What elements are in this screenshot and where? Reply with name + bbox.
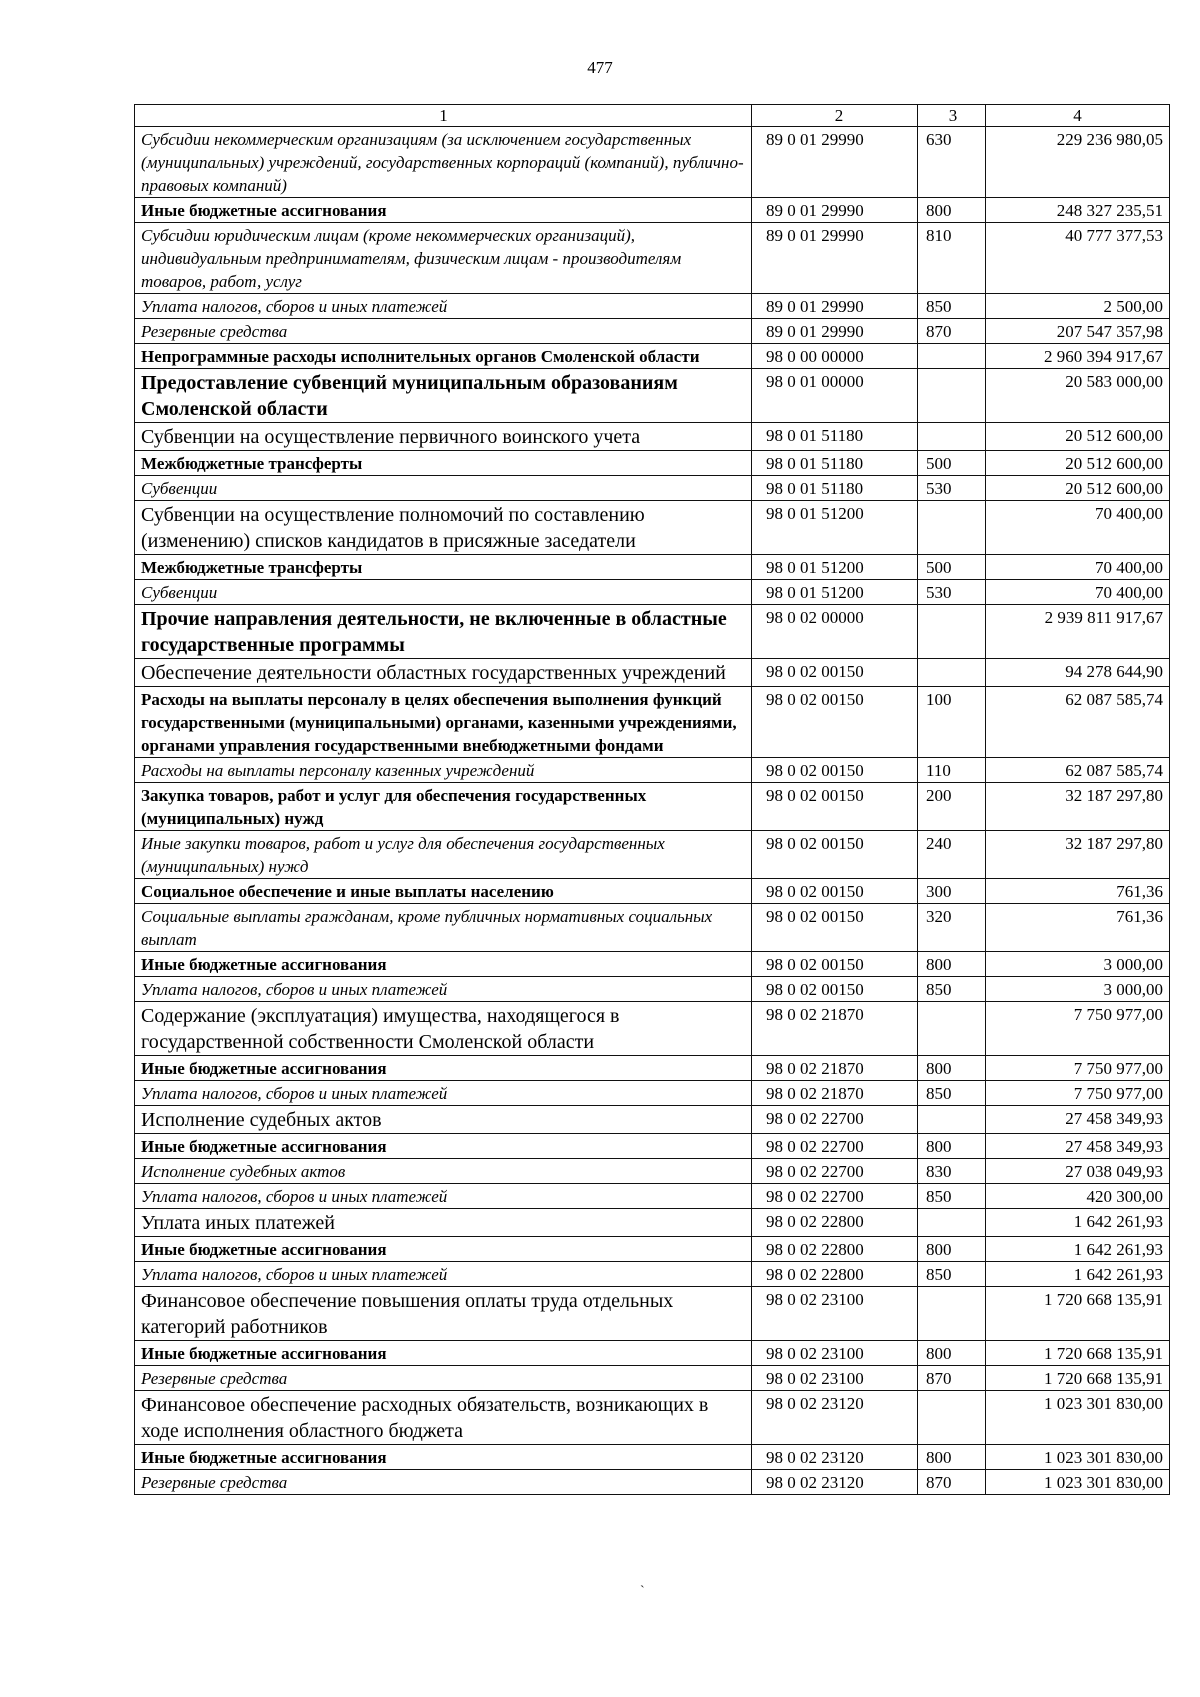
table-row	[135, 1056, 1170, 1081]
row-name: Финансовое обеспечение расходных обязательств, возникающих в ходе исполнения областного бюджета	[135, 1391, 752, 1445]
row-type: 530	[918, 476, 986, 501]
table-row	[135, 198, 1170, 223]
row-type	[918, 423, 986, 451]
row-name: Резервные средства	[135, 319, 752, 344]
row-name: Иные бюджетные ассигнования	[135, 1237, 752, 1262]
row-code: 98 0 02 00150	[752, 758, 918, 783]
row-amount: 70 400,00	[986, 555, 1170, 580]
row-code: 89 0 01 29990	[752, 223, 918, 294]
row-type: 500	[918, 451, 986, 476]
column-header-amount: 4	[986, 105, 1170, 127]
row-type: 320	[918, 904, 986, 952]
table-row	[135, 580, 1170, 605]
row-name: Иные закупки товаров, работ и услуг для обеспечения государственных (муниципальных) нужд	[135, 831, 752, 879]
row-name: Уплата налогов, сборов и иных платежей	[135, 294, 752, 319]
row-name: Социальное обеспечение и иные выплаты населению	[135, 879, 752, 904]
row-amount: 7 750 977,00	[986, 1081, 1170, 1106]
table-row	[135, 451, 1170, 476]
row-type: 530	[918, 580, 986, 605]
table-row	[135, 294, 1170, 319]
row-amount: 94 278 644,90	[986, 659, 1170, 687]
row-amount: 207 547 357,98	[986, 319, 1170, 344]
row-name: Субвенции	[135, 476, 752, 501]
row-code: 98 0 02 00150	[752, 687, 918, 758]
row-name: Межбюджетные трансферты	[135, 555, 752, 580]
row-code: 98 0 02 22800	[752, 1262, 918, 1287]
row-code: 98 0 02 23100	[752, 1341, 918, 1366]
row-type: 800	[918, 1134, 986, 1159]
row-name: Расходы на выплаты персоналу в целях обеспечения выполнения функций государственными (муниципальными) органами, казенными учреждениями, органами управления государственными внебюджетными фондами	[135, 687, 752, 758]
row-type	[918, 369, 986, 423]
row-type	[918, 659, 986, 687]
row-type	[918, 1209, 986, 1237]
row-type: 100	[918, 687, 986, 758]
row-type: 830	[918, 1159, 986, 1184]
table-row	[135, 1445, 1170, 1470]
row-name: Иные бюджетные ассигнования	[135, 1445, 752, 1470]
row-amount: 20 512 600,00	[986, 423, 1170, 451]
row-name: Расходы на выплаты персоналу казенных учреждений	[135, 758, 752, 783]
row-amount: 27 038 049,93	[986, 1159, 1170, 1184]
table-row	[135, 423, 1170, 451]
row-code: 98 0 01 51180	[752, 423, 918, 451]
row-name: Исполнение судебных актов	[135, 1159, 752, 1184]
table-row	[135, 783, 1170, 831]
row-amount: 1 720 668 135,91	[986, 1366, 1170, 1391]
row-amount: 70 400,00	[986, 501, 1170, 555]
row-name: Финансовое обеспечение повышения оплаты труда отдельных категорий работников	[135, 1287, 752, 1341]
row-code: 89 0 01 29990	[752, 319, 918, 344]
row-amount: 1 023 301 830,00	[986, 1470, 1170, 1495]
row-code: 98 0 02 00150	[752, 831, 918, 879]
row-name: Закупка товаров, работ и услуг для обеспечения государственных (муниципальных) нужд	[135, 783, 752, 831]
row-amount: 1 023 301 830,00	[986, 1391, 1170, 1445]
row-amount: 40 777 377,53	[986, 223, 1170, 294]
table-row	[135, 1391, 1170, 1445]
row-amount: 2 939 811 917,67	[986, 605, 1170, 659]
row-type	[918, 1391, 986, 1445]
row-name: Уплата налогов, сборов и иных платежей	[135, 1184, 752, 1209]
row-code: 98 0 02 00150	[752, 977, 918, 1002]
table-row	[135, 127, 1170, 198]
row-code: 98 0 02 00150	[752, 904, 918, 952]
row-type: 300	[918, 879, 986, 904]
column-header-type: 3	[918, 105, 986, 127]
table-row	[135, 501, 1170, 555]
row-name: Иные бюджетные ассигнования	[135, 198, 752, 223]
table-row	[135, 879, 1170, 904]
table-row	[135, 319, 1170, 344]
row-name: Исполнение судебных актов	[135, 1106, 752, 1134]
table-row	[135, 1106, 1170, 1134]
row-code: 98 0 02 22700	[752, 1134, 918, 1159]
row-type	[918, 1002, 986, 1056]
row-code: 98 0 01 51200	[752, 580, 918, 605]
table-row	[135, 977, 1170, 1002]
row-code: 89 0 01 29990	[752, 127, 918, 198]
table-row	[135, 1287, 1170, 1341]
row-name: Субвенции на осуществление полномочий по составлению (изменению) списков кандидатов в присяжные заседатели	[135, 501, 752, 555]
row-amount: 1 642 261,93	[986, 1237, 1170, 1262]
row-type: 800	[918, 1341, 986, 1366]
row-name: Субвенции	[135, 580, 752, 605]
row-code: 98 0 02 00000	[752, 605, 918, 659]
row-code: 98 0 02 00150	[752, 952, 918, 977]
table-row	[135, 555, 1170, 580]
row-name: Непрограммные расходы исполнительных органов Смоленской области	[135, 344, 752, 369]
row-amount: 1 720 668 135,91	[986, 1287, 1170, 1341]
row-code: 98 0 02 23100	[752, 1366, 918, 1391]
row-code: 98 0 02 00150	[752, 783, 918, 831]
table-row	[135, 1470, 1170, 1495]
row-amount: 229 236 980,05	[986, 127, 1170, 198]
row-amount: 2 500,00	[986, 294, 1170, 319]
row-type: 630	[918, 127, 986, 198]
row-code: 98 0 02 23120	[752, 1470, 918, 1495]
row-type	[918, 1287, 986, 1341]
row-type: 870	[918, 1470, 986, 1495]
row-code: 98 0 00 00000	[752, 344, 918, 369]
row-code: 98 0 02 23100	[752, 1287, 918, 1341]
row-amount: 1 023 301 830,00	[986, 1445, 1170, 1470]
row-code: 98 0 02 22700	[752, 1159, 918, 1184]
row-code: 98 0 02 22800	[752, 1209, 918, 1237]
column-header-name: 1	[135, 105, 752, 127]
row-name: Иные бюджетные ассигнования	[135, 1341, 752, 1366]
table-row	[135, 904, 1170, 952]
table-row	[135, 476, 1170, 501]
row-type	[918, 344, 986, 369]
row-type	[918, 605, 986, 659]
row-amount: 62 087 585,74	[986, 758, 1170, 783]
row-name: Прочие направления деятельности, не включенные в областные государственные программы	[135, 605, 752, 659]
table-row	[135, 1209, 1170, 1237]
row-type: 850	[918, 1184, 986, 1209]
row-code: 98 0 02 22700	[752, 1106, 918, 1134]
row-type: 200	[918, 783, 986, 831]
table-row	[135, 758, 1170, 783]
table-row	[135, 952, 1170, 977]
table-row	[135, 1134, 1170, 1159]
row-name: Уплата иных платежей	[135, 1209, 752, 1237]
row-amount: 1 720 668 135,91	[986, 1341, 1170, 1366]
row-code: 98 0 02 22700	[752, 1184, 918, 1209]
row-name: Межбюджетные трансферты	[135, 451, 752, 476]
table-row	[135, 1262, 1170, 1287]
row-amount: 761,36	[986, 904, 1170, 952]
row-type: 870	[918, 1366, 986, 1391]
row-name: Субсидии некоммерческим организациям (за исключением государственных (муниципальных) учреждений, государственных корпораций (компаний), публично-правовых компаний)	[135, 127, 752, 198]
row-amount: 7 750 977,00	[986, 1002, 1170, 1056]
row-type: 850	[918, 1081, 986, 1106]
row-name: Субвенции на осуществление первичного воинского учета	[135, 423, 752, 451]
row-code: 98 0 02 23120	[752, 1445, 918, 1470]
row-amount: 1 642 261,93	[986, 1209, 1170, 1237]
row-name: Предоставление субвенций муниципальным образованиям Смоленской области	[135, 369, 752, 423]
row-code: 98 0 01 51200	[752, 555, 918, 580]
scan-speck: ˴	[640, 1578, 645, 1593]
row-code: 98 0 02 00150	[752, 879, 918, 904]
row-code: 98 0 01 51200	[752, 501, 918, 555]
row-type: 850	[918, 1262, 986, 1287]
row-code: 98 0 02 21870	[752, 1002, 918, 1056]
row-name: Уплата налогов, сборов и иных платежей	[135, 977, 752, 1002]
row-amount: 62 087 585,74	[986, 687, 1170, 758]
row-name: Содержание (эксплуатация) имущества, находящегося в государственной собственности Смоленской области	[135, 1002, 752, 1056]
table-row	[135, 1341, 1170, 1366]
row-amount: 20 512 600,00	[986, 451, 1170, 476]
row-amount: 3 000,00	[986, 977, 1170, 1002]
row-type: 800	[918, 1445, 986, 1470]
row-amount: 248 327 235,51	[986, 198, 1170, 223]
row-amount: 27 458 349,93	[986, 1134, 1170, 1159]
row-amount: 27 458 349,93	[986, 1106, 1170, 1134]
row-type	[918, 1106, 986, 1134]
table-row	[135, 369, 1170, 423]
row-type: 810	[918, 223, 986, 294]
table-row	[135, 1366, 1170, 1391]
row-type: 500	[918, 555, 986, 580]
table-row	[135, 344, 1170, 369]
row-name: Социальные выплаты гражданам, кроме публичных нормативных социальных выплат	[135, 904, 752, 952]
table-row	[135, 687, 1170, 758]
row-amount: 2 960 394 917,67	[986, 344, 1170, 369]
row-name: Уплата налогов, сборов и иных платежей	[135, 1081, 752, 1106]
row-code: 89 0 01 29990	[752, 294, 918, 319]
row-code: 98 0 02 22800	[752, 1237, 918, 1262]
row-type: 850	[918, 977, 986, 1002]
row-name: Резервные средства	[135, 1470, 752, 1495]
row-code: 98 0 02 00150	[752, 659, 918, 687]
row-name: Обеспечение деятельности областных государственных учреждений	[135, 659, 752, 687]
row-name: Иные бюджетные ассигнования	[135, 952, 752, 977]
row-type	[918, 501, 986, 555]
table-row	[135, 1002, 1170, 1056]
table-row	[135, 659, 1170, 687]
row-amount: 420 300,00	[986, 1184, 1170, 1209]
row-amount: 32 187 297,80	[986, 831, 1170, 879]
table-row	[135, 1237, 1170, 1262]
column-header-code: 2	[752, 105, 918, 127]
row-type: 800	[918, 1237, 986, 1262]
row-type: 110	[918, 758, 986, 783]
budget-table	[134, 104, 1170, 1495]
row-type: 800	[918, 198, 986, 223]
row-amount: 20 512 600,00	[986, 476, 1170, 501]
row-name: Уплата налогов, сборов и иных платежей	[135, 1262, 752, 1287]
row-amount: 32 187 297,80	[986, 783, 1170, 831]
row-code: 98 0 02 23120	[752, 1391, 918, 1445]
row-code: 98 0 02 21870	[752, 1056, 918, 1081]
table-row	[135, 223, 1170, 294]
table-row	[135, 1081, 1170, 1106]
row-code: 98 0 01 51180	[752, 476, 918, 501]
row-amount: 761,36	[986, 879, 1170, 904]
table-header-row	[135, 105, 1170, 127]
table-row	[135, 1184, 1170, 1209]
row-amount: 3 000,00	[986, 952, 1170, 977]
row-name: Субсидии юридическим лицам (кроме некоммерческих организаций), индивидуальным предпринимателям, физическим лицам - производителям товаров, работ, услуг	[135, 223, 752, 294]
row-name: Резервные средства	[135, 1366, 752, 1391]
row-code: 98 0 01 51180	[752, 451, 918, 476]
table-row	[135, 831, 1170, 879]
row-type: 850	[918, 294, 986, 319]
row-code: 89 0 01 29990	[752, 198, 918, 223]
table-row	[135, 605, 1170, 659]
row-code: 98 0 02 21870	[752, 1081, 918, 1106]
row-type: 240	[918, 831, 986, 879]
table-body	[135, 127, 1170, 1495]
row-type: 870	[918, 319, 986, 344]
row-name: Иные бюджетные ассигнования	[135, 1134, 752, 1159]
row-type: 800	[918, 952, 986, 977]
row-type: 800	[918, 1056, 986, 1081]
row-amount: 70 400,00	[986, 580, 1170, 605]
row-amount: 20 583 000,00	[986, 369, 1170, 423]
page-number: 477	[587, 58, 613, 77]
table-row	[135, 1159, 1170, 1184]
row-amount: 7 750 977,00	[986, 1056, 1170, 1081]
row-name: Иные бюджетные ассигнования	[135, 1056, 752, 1081]
row-code: 98 0 01 00000	[752, 369, 918, 423]
row-amount: 1 642 261,93	[986, 1262, 1170, 1287]
